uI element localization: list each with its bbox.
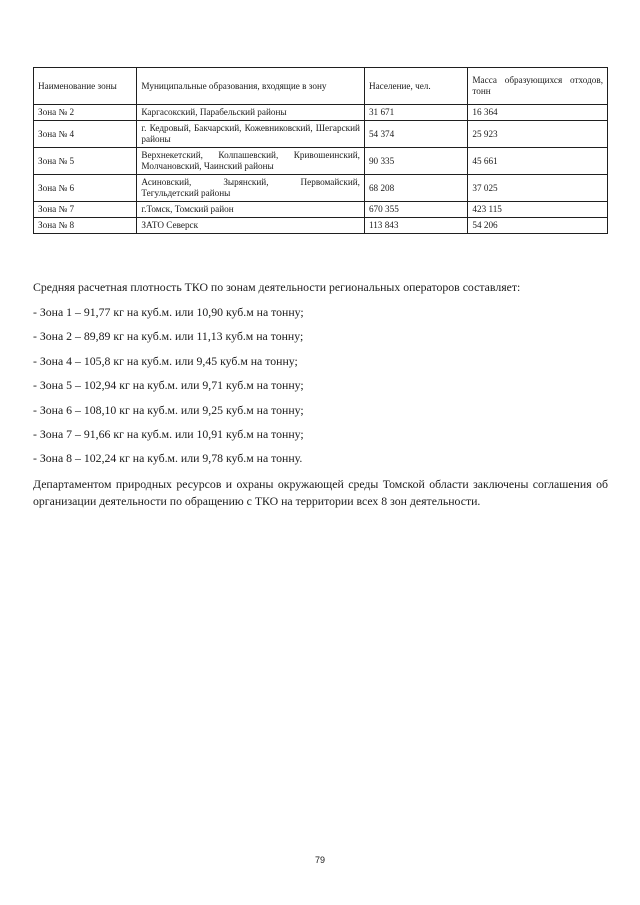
cell-zone: Зона № 8 [34,218,137,234]
cell-municipalities: г. Кедровый, Бакчарский, Кожевниковский, Шегарский районы [137,121,365,148]
cell-zone: Зона № 4 [34,121,137,148]
table-row [34,148,608,175]
zones-table [33,67,608,234]
table-header-row [34,68,608,105]
cell-population: 68 208 [364,175,467,202]
list-item: - Зона 7 – 91,66 кг на куб.м. или 10,91 куб.м на тонну; [33,426,304,441]
cell-municipalities: Каргасокский, Парабельский районы [137,105,365,121]
cell-population: 54 374 [364,121,467,148]
cell-mass: 25 923 [468,121,608,148]
list-item: - Зона 8 – 102,24 кг на куб.м. или 9,78 куб.м на тонну. [33,451,303,466]
header-population: Население, чел. [364,68,467,105]
cell-municipalities: Верхнекетский, Колпашевский, Кривошеинский, Молчановский, Чаинский районы [137,148,365,175]
cell-zone: Зона № 6 [34,175,137,202]
list-item: - Зона 2 – 89,89 кг на куб.м. или 11,13 куб.м на тонну; [33,329,304,344]
density-list [33,304,608,475]
list-item: - Зона 4 – 105,8 кг на куб.м. или 9,45 куб.м на тонну; [33,353,298,368]
cell-municipalities: ЗАТО Северск [137,218,365,234]
cell-zone: Зона № 5 [34,148,137,175]
cell-mass: 54 206 [468,218,608,234]
header-municipalities: Муниципальные образования, входящие в зону [137,68,365,105]
header-zone-name: Наименование зоны [34,68,137,105]
cell-population: 113 843 [364,218,467,234]
cell-mass: 37 025 [468,175,608,202]
table-row [34,105,608,121]
closing-paragraph: Департаментом природных ресурсов и охраны окружающей среды Томской области заключены соглашения об организации деятельности по обращению с ТКО на территории всех 8 зон деятельности. [33,477,608,508]
cell-zone: Зона № 7 [34,202,137,218]
page-number: 79 [314,855,325,865]
table-row [34,202,608,218]
cell-population: 670 355 [364,202,467,218]
cell-mass: 45 661 [468,148,608,175]
cell-zone: Зона № 2 [34,105,137,121]
cell-population: 90 335 [364,148,467,175]
cell-municipalities: г.Томск, Томский район [137,202,365,218]
table-row [34,175,608,202]
cell-population: 31 671 [364,105,467,121]
cell-mass: 16 364 [468,105,608,121]
cell-municipalities: Асиновский, Зырянский, Первомайский, Тегульдетский районы [137,175,365,202]
list-item: - Зона 1 – 91,77 кг на куб.м. или 10,90 куб.м на тонну; [33,305,304,319]
list-item: - Зона 6 – 108,10 кг на куб.м. или 9,25 куб.м на тонну; [33,402,304,417]
header-waste-mass: Масса образующихся отходов, тонн [468,68,608,105]
list-item: - Зона 5 – 102,94 кг на куб.м. или 9,71 куб.м на тонну; [33,378,304,393]
density-intro-paragraph: Средняя расчетная плотность ТКО по зонам деятельности региональных операторов составляет: [33,280,521,294]
cell-mass: 423 115 [468,202,608,218]
table-row [34,121,608,148]
table-row [34,218,608,234]
